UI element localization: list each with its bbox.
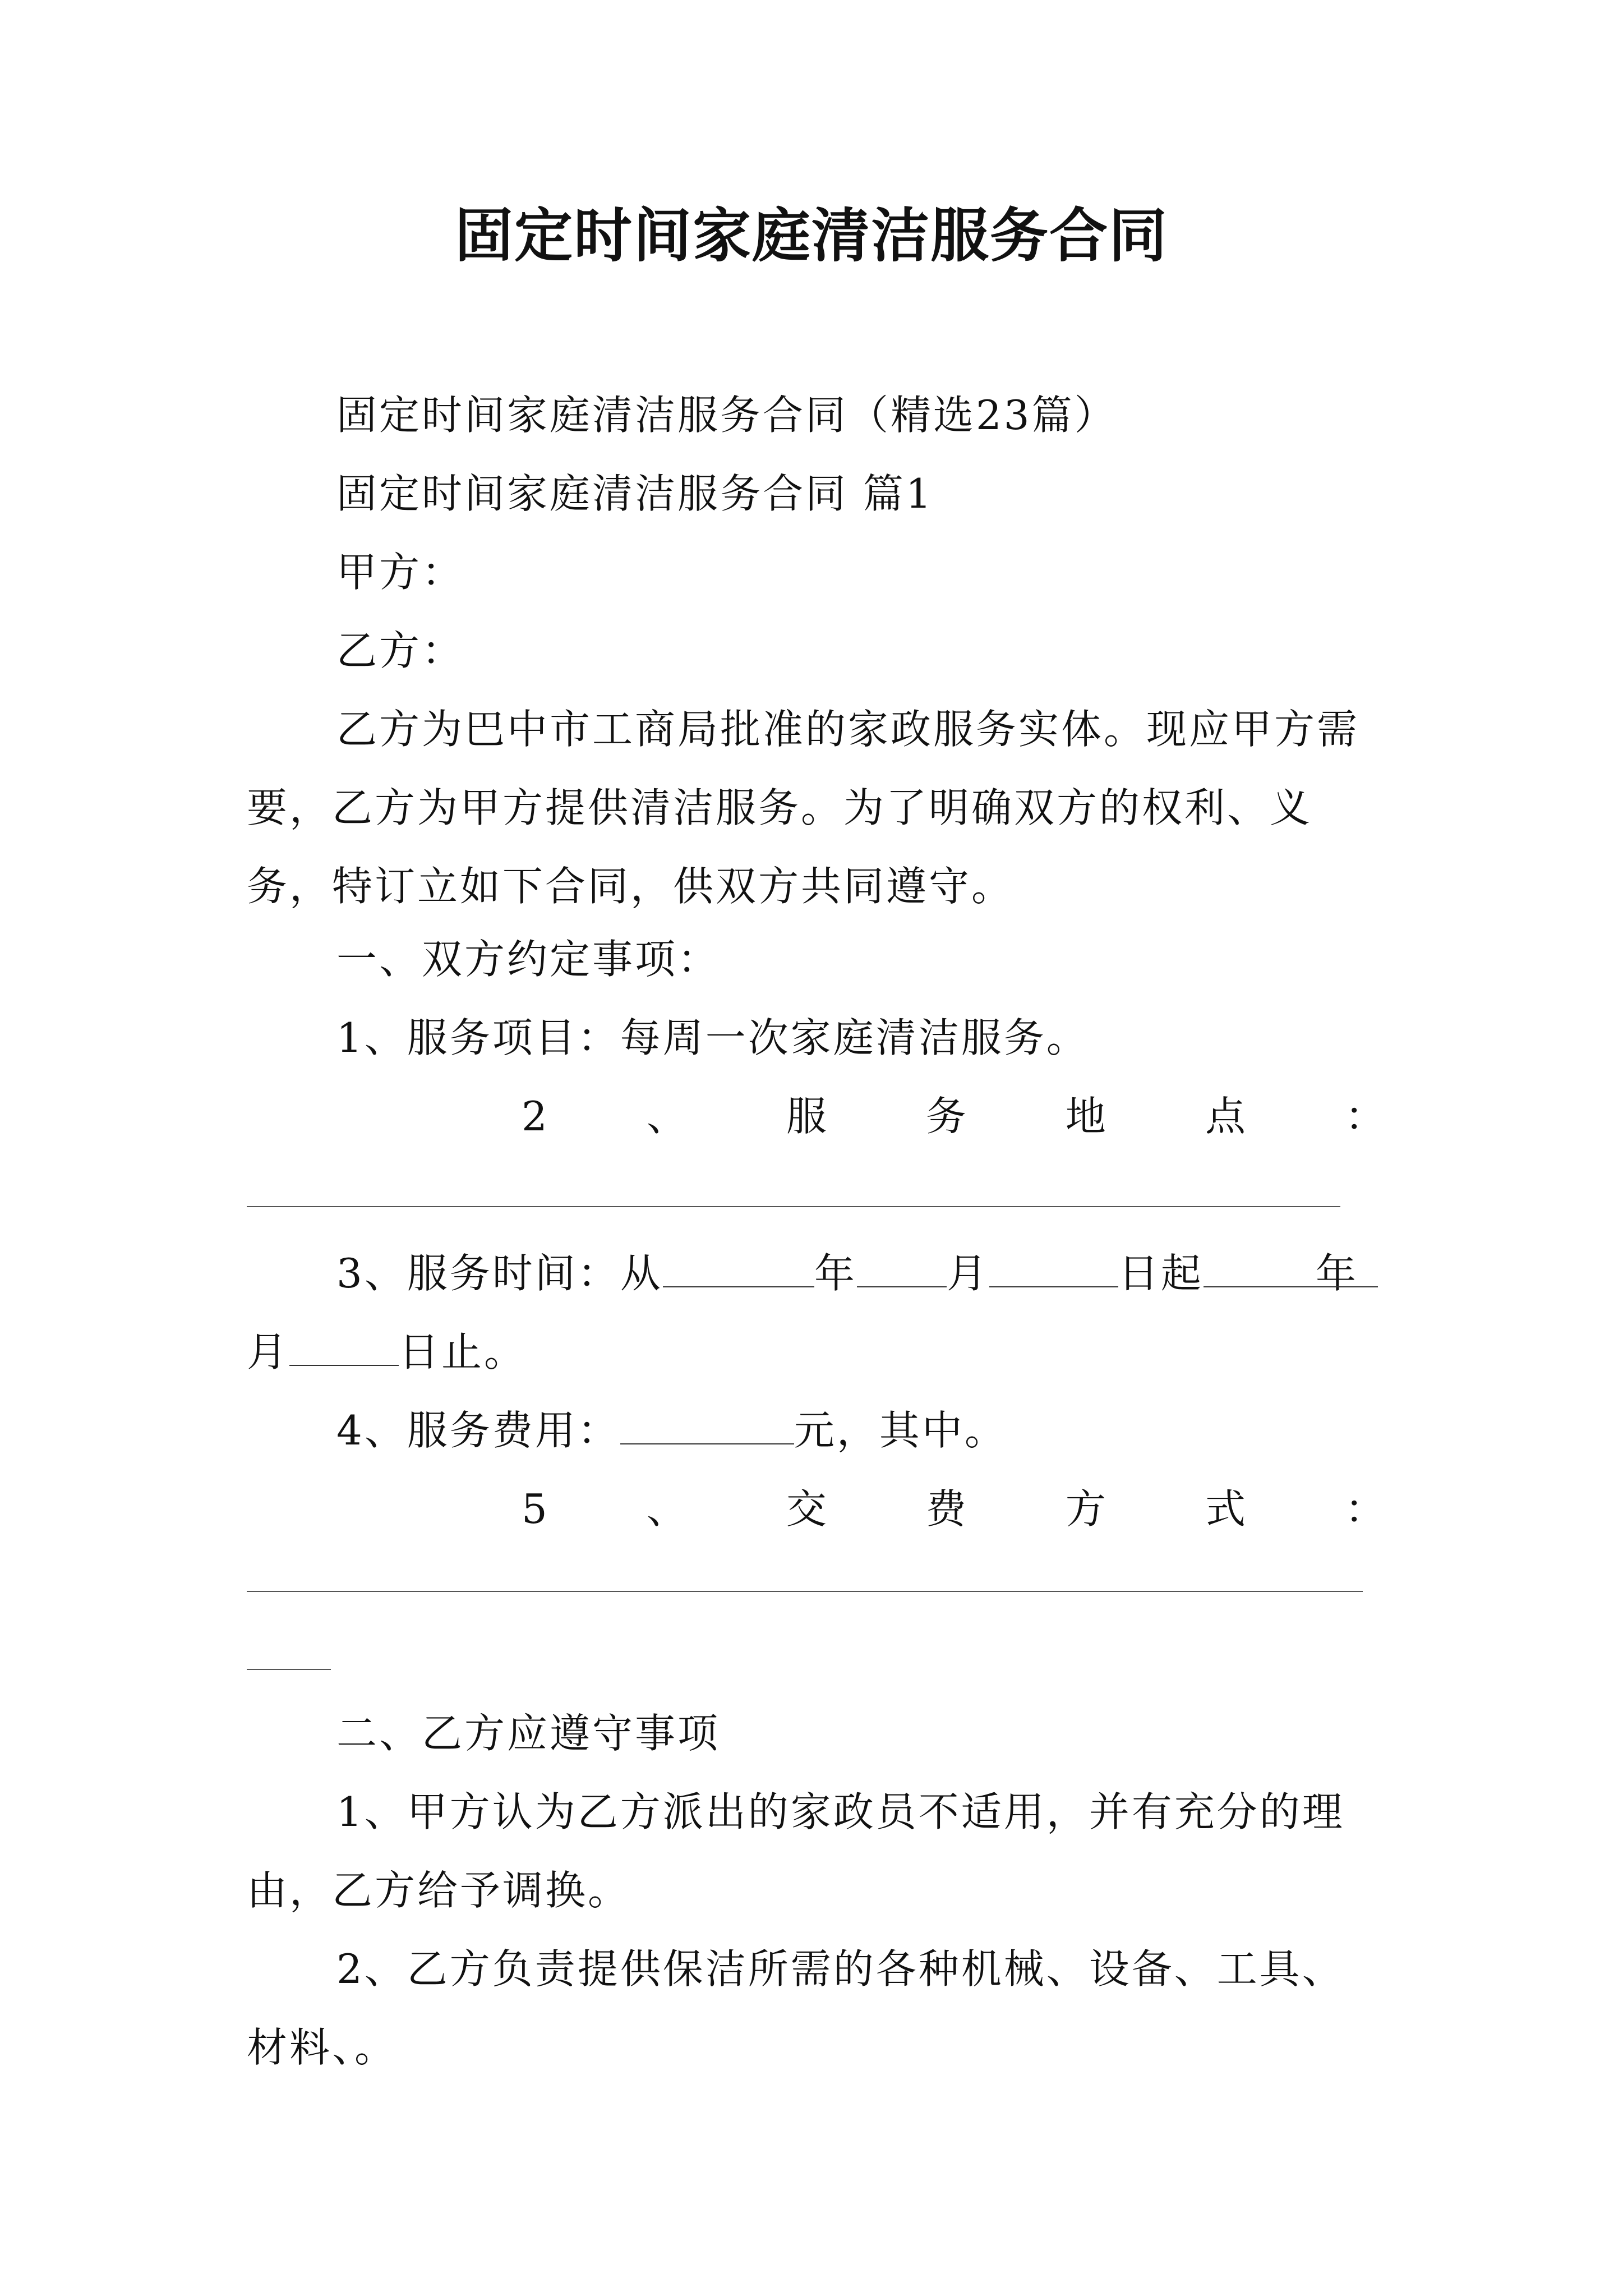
party-a-label: 甲方： [336, 549, 465, 596]
item5-char: 交 [786, 1485, 827, 1533]
item5-char: 方 [1065, 1485, 1106, 1533]
item3-blank-year1 [663, 1247, 814, 1287]
part2-clause1: 1、甲方认为乙方派出的家政员不适用，并有充分的理由，乙方给予调换。 [247, 1788, 1345, 1914]
item3-month2: 月 [247, 1328, 290, 1375]
item3-month1: 月 [946, 1250, 989, 1297]
item3-year1: 年 [814, 1250, 857, 1297]
item5-fill-line-end [247, 1669, 331, 1670]
item3-end: 日止。 [399, 1328, 527, 1375]
item1-service-project: 1、服务项目：每周一次家庭清洁服务。 [336, 1014, 1089, 1061]
part1-heading: 一、双方约定事项： [336, 936, 721, 983]
part2-clause2: 2、乙方负责提供保洁所需的各种机械、设备、工具、材料、。 [247, 1945, 1345, 2071]
item2-char: 、 [646, 1093, 687, 1140]
item4-suffix: 元，其中。 [794, 1407, 1007, 1454]
party-b-label: 乙方： [336, 627, 465, 674]
document-subtitle: 固定时间家庭清洁服务合同（精选23篇） [336, 392, 1117, 439]
item5-char: 费 [925, 1485, 966, 1533]
item4-service-fee [247, 1391, 1385, 1470]
item3-day1: 日起 [1118, 1250, 1204, 1297]
item2-char: ： [1344, 1093, 1385, 1140]
item3-prefix: 3、服务时间：从 [336, 1250, 663, 1297]
item3-service-time [247, 1234, 1385, 1391]
item2-char: 2 [522, 1093, 547, 1140]
item3-blank-month2 [1269, 1247, 1378, 1287]
document-title: 固定时间家庭清洁服务合同 [454, 201, 1168, 270]
item5-char: ： [1344, 1485, 1385, 1533]
item5-fill-line [247, 1591, 1363, 1592]
item3-blank-day2 [289, 1326, 399, 1366]
item5-payment-method [522, 1470, 1385, 1548]
item3-blank-month1 [857, 1247, 947, 1287]
item2-char: 地 [1065, 1093, 1106, 1140]
item5-char: 、 [646, 1485, 687, 1533]
item4-prefix: 4、服务费用： [336, 1407, 620, 1454]
item2-service-location [522, 1077, 1385, 1156]
item2-char: 服 [786, 1093, 827, 1140]
item3-blank-day1 [989, 1247, 1118, 1287]
item5-char: 5 [522, 1485, 547, 1533]
item2-char: 务 [925, 1093, 966, 1140]
part2-heading: 二、乙方应遵守事项 [336, 1710, 721, 1757]
item2-fill-line [247, 1206, 1340, 1207]
item3-year2: 年 [1315, 1250, 1358, 1297]
section-heading: 固定时间家庭清洁服务合同 篇1 [336, 470, 934, 517]
intro-paragraph: 乙方为巴中市工商局批准的家政服务实体。现应甲方需要，乙方为甲方提供清洁服务。为了明确双方的权利、义务，特订立如下合同，供双方共同遵守。 [247, 706, 1360, 910]
item2-char: 点 [1205, 1093, 1246, 1140]
item4-blank-amount [620, 1404, 794, 1444]
item5-char: 式 [1205, 1485, 1246, 1533]
